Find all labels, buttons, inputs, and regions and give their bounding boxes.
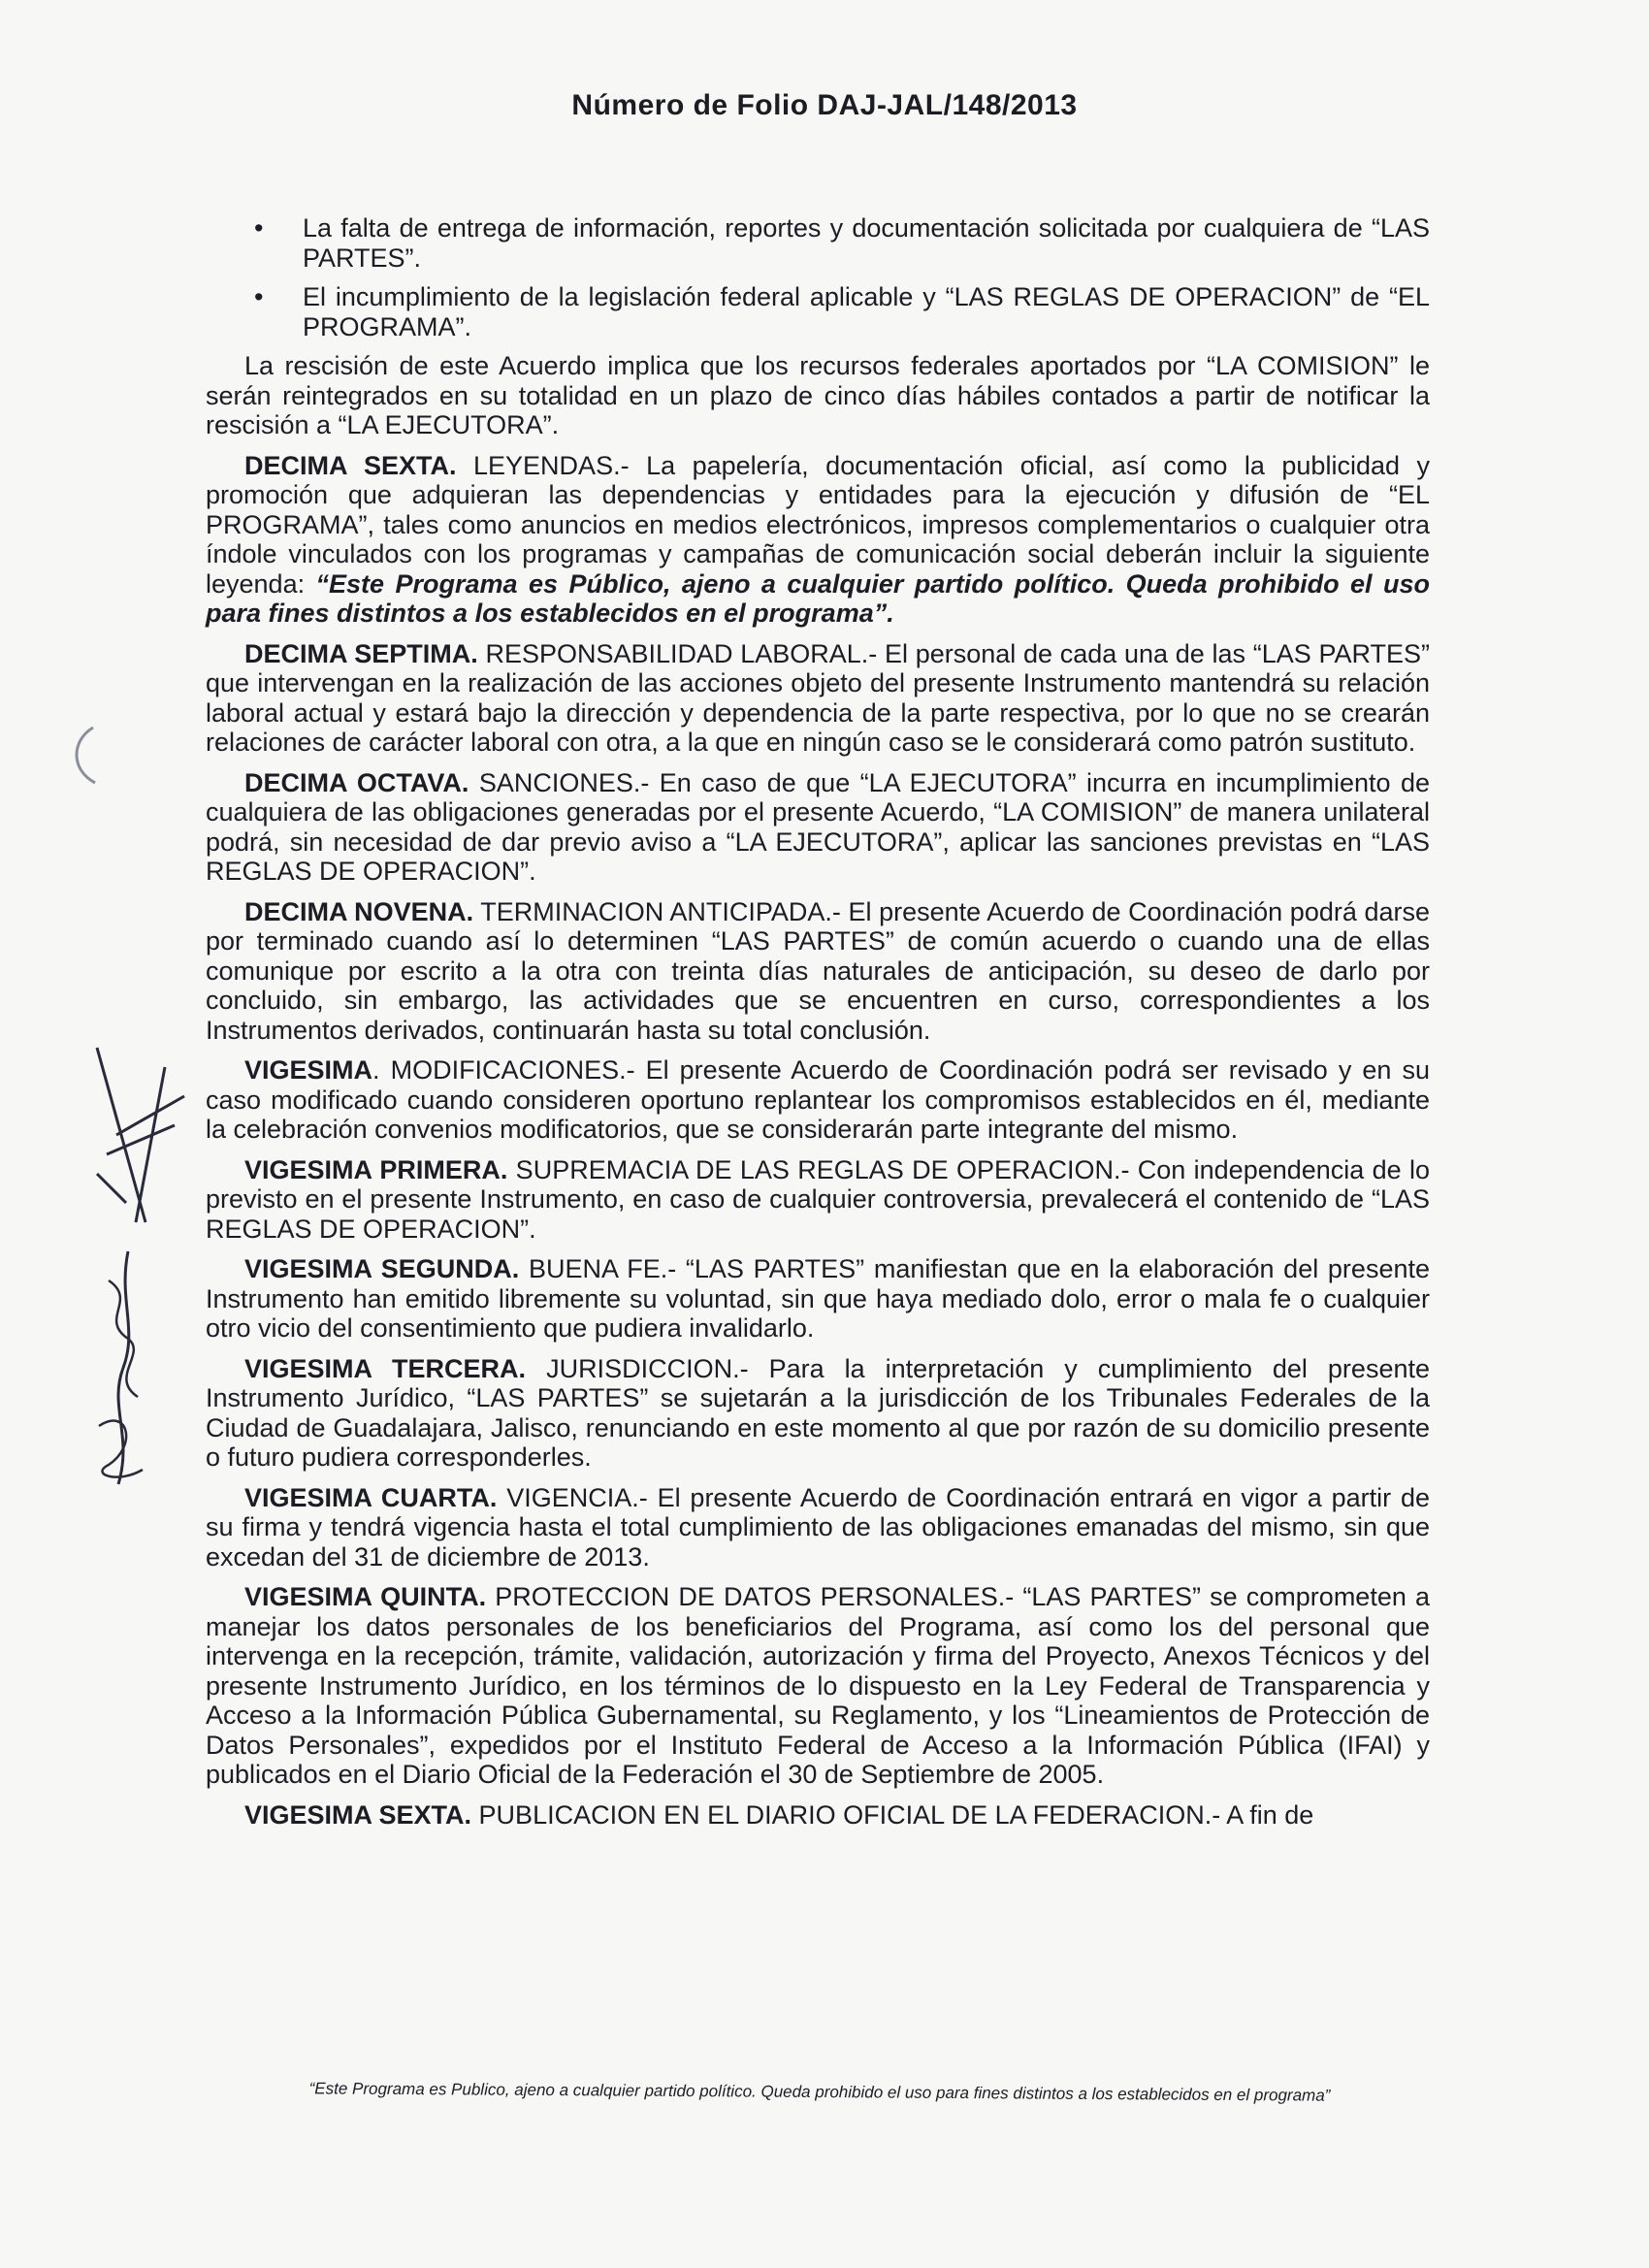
clause-text: . MODIFICACIONES.- El presente Acuerdo de Coordinación podrá ser revisado y en su caso modificado cuando consideren oportuno replantear los compromisos establecidos en él, mediante la celebración convenios modificatorios, que se considerarán parte integrante del mismo. <box>206 1055 1430 1144</box>
clause-label: VIGESIMA TERCERA. <box>244 1353 527 1383</box>
bullet-icon: • <box>254 282 264 311</box>
rescission-paragraph: La rescisión de este Acuerdo implica que los recursos federales aportados por “LA COMISION” le serán reintegrados en su totalidad en un plazo de cinco días hábiles contados a partir de notificar la rescisión a “LA EJECUTORA”. <box>206 351 1430 439</box>
list-item <box>206 213 1430 273</box>
clause-label: VIGESIMA <box>244 1055 373 1085</box>
clause-text: JURISDICCION.- Para la interpretación y cumplimiento del presente Instrumento Jurídico, “LAS PARTES” se sujetarán a la jurisdicción de los Tribunales Federales de la Ciudad de Guadalajara, Jalisco, renunciando en este momento al que por razón de su domicilio presente o futuro pudiera corresponderles. <box>206 1353 1430 1472</box>
clause-label: DECIMA SEXTA. <box>244 450 457 480</box>
page-title: Número de Folio DAJ-JAL/148/2013 <box>571 89 1078 121</box>
document-body <box>206 213 1430 1840</box>
clause-label: VIGESIMA CUARTA. <box>244 1482 498 1512</box>
list-item-text: La falta de entrega de información, reportes y documentación solicitada por cualquiera de “LAS PARTES”. <box>303 213 1430 273</box>
clause-vigesima <box>206 1055 1430 1145</box>
clause-text: SANCIONES.- En caso de que “LA EJECUTORA” incurra en incumplimiento de cualquiera de las obligaciones generadas por el presente Acuerdo, “LA COMISION” de manera unilateral podrá, sin necesidad de dar previo aviso a “LA EJECUTORA”, aplicar las sanciones previstas en “LAS REGLAS DE OPERACION”. <box>206 767 1430 886</box>
clause-text: VIGENCIA.- El presente Acuerdo de Coordinación entrará en vigor a partir de su firma y tendrá vigencia hasta el total cumplimiento de las obligaciones emanadas del mismo, sin que excedan del 31 de diciembre de 2013. <box>206 1482 1430 1571</box>
clause-emphasis: “Este Programa es Público, ajeno a cualquier partido político. Queda prohibido el uso para fines distintos a los establecidos en el programa”. <box>206 568 1430 628</box>
clause-text: TERMINACION ANTICIPADA.- El presente Acuerdo de Coordinación podrá darse por terminado cuando así lo determinen “LAS PARTES” de común acuerdo o cuando una de ellas comunique por escrito a la otra con treinta días naturales de anticipación, su deseo de darlo por concluido, sin embargo, las actividades que se encuentren en curso, correspondientes a los Instrumentos derivados, continuarán hasta su total conclusión. <box>206 896 1431 1045</box>
bullet-icon: • <box>254 213 264 243</box>
clause-vigesima-segunda <box>206 1254 1430 1344</box>
clause-decima-octava <box>206 768 1430 887</box>
margin-signature <box>70 1242 167 1494</box>
clause-text: SUPREMACIA DE LAS REGLAS DE OPERACION.- Con independencia de lo previsto en el presente Instrumento, en caso de cualquier controversia, prevalecerá el contenido de “LAS REGLAS DE OPERACION”. <box>206 1154 1431 1244</box>
clause-text: PUBLICACION EN EL DIARIO OFICIAL DE LA FEDERACION.- A fin de <box>471 1799 1314 1830</box>
clause-vigesima-cuarta <box>206 1483 1430 1572</box>
initials-signature <box>78 1028 194 1232</box>
clause-text: LEYENDAS.- La papelería, documentación oficial, así como la publicidad y promoción que adquieran las dependencias y entidades para la ejecución y difusión de “EL PROGRAMA”, tales como anuncios en medios electrónicos, impresos complementarios o cualquier otra índole vinculados con los programas y campañas de comunicación social deberán incluir la siguiente leyenda: <box>206 450 1430 599</box>
clause-label: DECIMA NOVENA. <box>244 896 474 926</box>
clause-decima-novena <box>206 897 1430 1046</box>
clause-text: PROTECCION DE DATOS PERSONALES.- “LAS PARTES” se comprometen a manejar los datos personales de los beneficiarios del Programa, así como los del personal que intervenga en la recepción, trámite, validación, autorización y firma del Proyecto, Anexos Técnicos y del presente Instrumento Jurídico, en los términos de lo dispuesto en la Ley Federal de Transparencia y Acceso a la Información Pública Gubernamental, su Reglamento, y los “Lineamientos de Protección de Datos Personales”, expedidos por el Instituto Federal de Acceso a la Información Pública (IFAI) y publicados en el Diario Oficial de la Federación el 30 de Septiembre de 2005. <box>206 1582 1431 1789</box>
clause-label: VIGESIMA PRIMERA. <box>244 1154 508 1184</box>
clause-text: RESPONSABILIDAD LABORAL.- El personal de cada una de las “LAS PARTES” que intervengan en la realización de las acciones objeto del presente Instrumento mantendrá su relación laboral actual y estará bajo la dirección y dependencia de la parte respectiva, por lo que no se crearán relaciones de carácter laboral con otra, a la que en ningún caso se le considerará como patrón sustituto. <box>206 638 1431 757</box>
clause-label: DECIMA SEPTIMA. <box>244 638 478 668</box>
clause-decima-sexta <box>206 451 1430 629</box>
clause-vigesima-tercera <box>206 1354 1430 1473</box>
margin-mark <box>64 723 103 791</box>
clause-label: VIGESIMA SEGUNDA. <box>244 1254 520 1283</box>
list-item-text: El incumplimiento de la legislación federal aplicable y “LAS REGLAS DE OPERACION” de “EL PROGRAMA”. <box>303 282 1430 341</box>
clause-text: BUENA FE.- “LAS PARTES” manifiestan que en la elaboración del presente Instrumento han emitido libremente su voluntad, sin que haya mediado dolo, error o mala fe o cualquier otro vicio del consentimiento que pudiera invalidarlo. <box>206 1254 1430 1343</box>
clause-vigesima-quinta <box>206 1582 1430 1790</box>
clause-vigesima-sexta <box>206 1800 1430 1831</box>
clause-label: VIGESIMA SEXTA. <box>244 1799 472 1830</box>
footer-legend: “Este Programa es Publico, ajeno a cualquier partido político. Queda prohibido el uso para fines distintos a los establecidos en el programa” <box>308 2079 1331 2105</box>
clause-label: VIGESIMA QUINTA. <box>244 1582 487 1611</box>
clause-vigesima-primera <box>206 1155 1430 1245</box>
clause-decima-septima <box>206 639 1430 758</box>
clause-label: DECIMA OCTAVA. <box>244 767 469 797</box>
list-item <box>206 282 1430 341</box>
